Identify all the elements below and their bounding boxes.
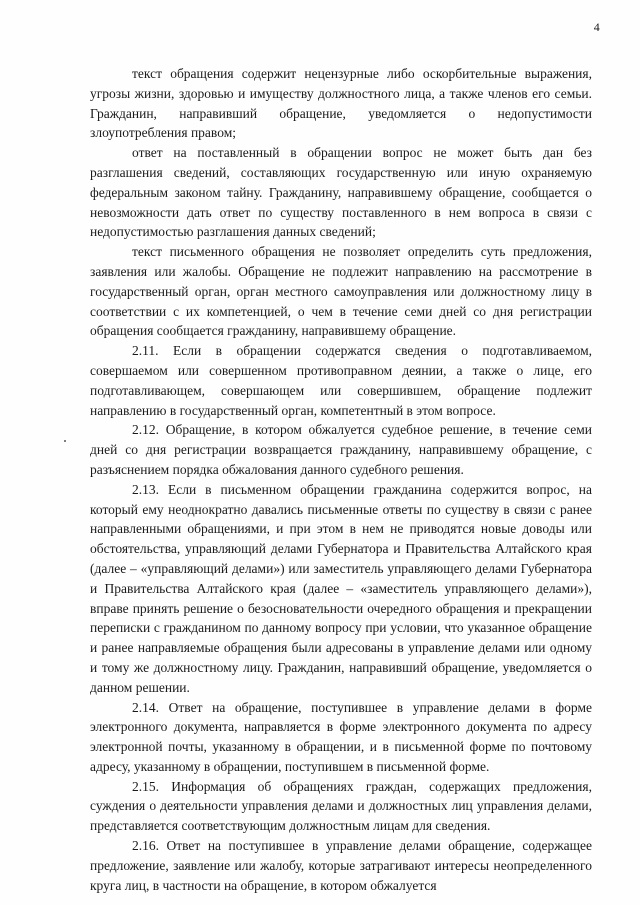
document-body	[90, 64, 592, 895]
paragraph-secret-info: ответ на поставленный в обращении вопрос не может быть дан без разглашения сведений, составляющих государственную или иную охраняемую федеральным законом тайну. Гражданину, направившему обращение, сообщается о невозможности дать ответ по существу поставленного в нем вопроса в связи с недопустимостью разглашения данных сведений;	[90, 145, 592, 240]
paragraph-2-14: 2.14. Ответ на обращение, поступившее в управление делами в форме электронного документа, направляется в форме электронного документа по адресу электронной почты, указанному в обращении, и в письменной форме по почтовому адресу, указанному в обращении, поступившем в письменной форме.	[90, 699, 592, 774]
page-number: 4	[593, 20, 600, 34]
paragraph-2-15: 2.15. Информация об обращениях граждан, содержащих предложения, суждения о деятельности управления делами и должностных лиц управления делами, представляется соответствующим должностным лицам для сведения.	[90, 778, 592, 834]
paragraph-2-11: 2.11. Если в обращении содержатся сведения о подготавливаемом, совершаемом или совершенном противоправном деянии, а также о лице, его подготавливающем, совершающем или совершившем, обращение подлежит направлению в государственный орган, компетентный в этом вопросе.	[90, 343, 592, 418]
paragraph-2-13: 2.13. Если в письменном обращении гражданина содержится вопрос, на который ему неоднократно давались письменные ответы по существу в связи с ранее направленными обращениями, и при этом в нем не приводятся новые доводы или обстоятельства, управляющий делами Губернатора и Правительства Алтайского края (далее – «управляющий делами») или заместитель управляющего делами Губернатора и Правительства Алтайского края (далее – «заместитель управляющего делами»), вправе принять решение о безосновательности очередного обращения и прекращении переписки с гражданином по данному вопросу при условии, что указанное обращение и ранее направляемые обращения были адресованы в управление делами или одному и тому же должностному лицу. Гражданин, направивший обращение, уведомляется о данном решении.	[90, 481, 592, 695]
paragraph-obscene-text: текст обращения содержит нецензурные либо оскорбительные выражения, угрозы жизни, здоровью и имуществу должностного лица, а также членов его семьи. Гражданин, направивший обращение, уведомляется о недопустимости злоупотребления правом;	[90, 66, 592, 141]
paragraph-unclear-text: текст письменного обращения не позволяет определить суть предложения, заявления или жалобы. Обращение не подлежит направлению на рассмотрение в государственный орган, орган местного самоуправления или должностному лицу в соответствии с их компетенцией, о чем в течение семи дней со дня регистрации обращения сообщается гражданину, направившему обращение.	[90, 244, 592, 339]
scan-speck	[64, 440, 66, 442]
paragraph-2-16: 2.16. Ответ на поступившее в управление делами обращение, содержащее предложение, заявление или жалобу, которые затрагивают интересы неопределенного круга лиц, в частности на обращение, в котором обжалуется	[90, 838, 592, 893]
paragraph-2-12: 2.12. Обращение, в котором обжалуется судебное решение, в течение семи дней со дня регистрации возвращается гражданину, направившему обращение, с разъяснением порядка обжалования данного судебного решения.	[90, 422, 592, 477]
